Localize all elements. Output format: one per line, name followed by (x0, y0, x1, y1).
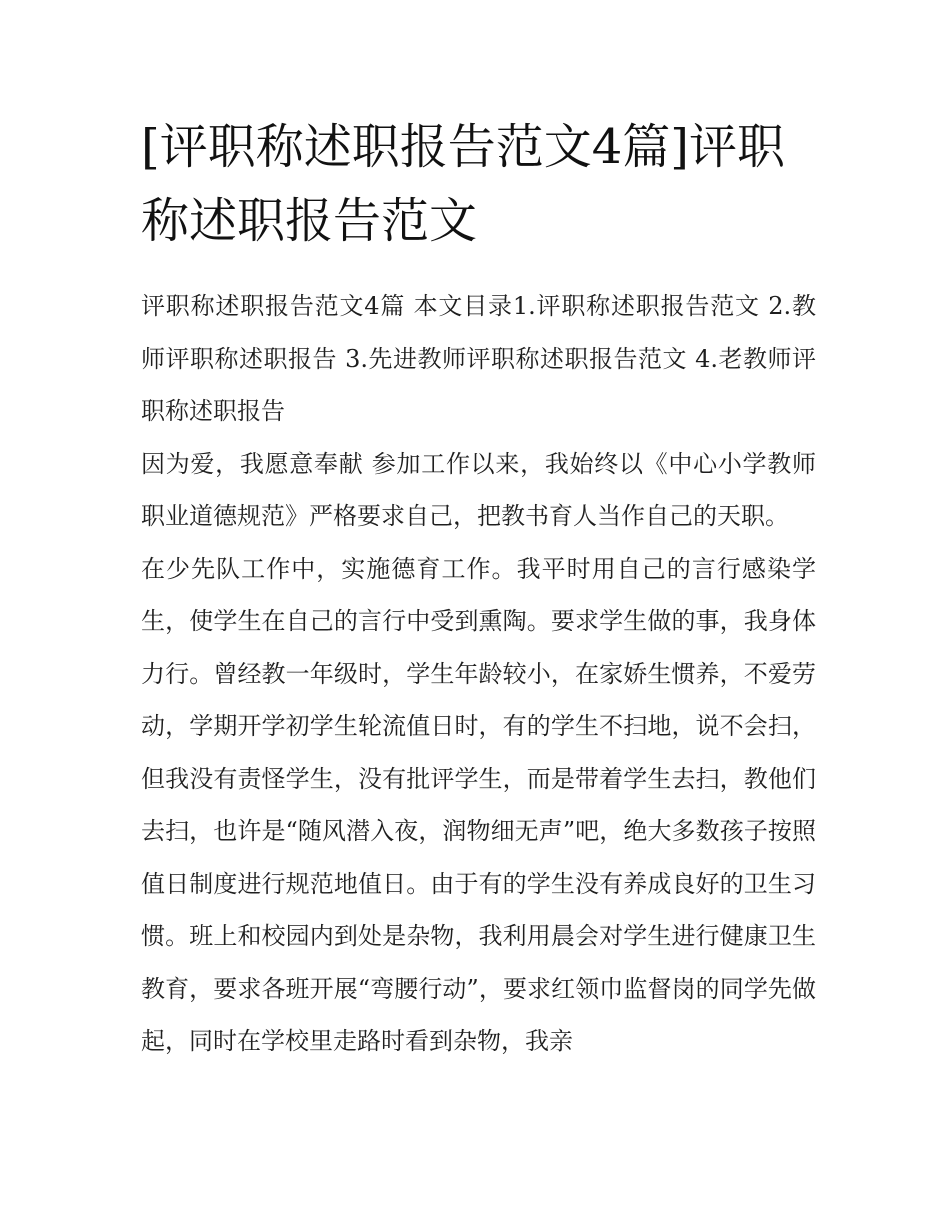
body-paragraph: 因为爱，我愿意奉献 参加工作以来，我始终以《中心小学教师职业道德规范》严格要求自己，把教书育人当作自己的天职。 (141, 449, 816, 530)
document-body (141, 110, 816, 1068)
document-title: [评职称述职报告范文4篇]评职称述职报告范文 (141, 119, 785, 249)
table-of-contents-paragraph: 评职称述职报告范文4篇 本文目录1.评职称述职报告范文 2.教师评职称述职报告 3.先进教师评职称述职报告范文 4.老教师评职称述职报告 (141, 292, 816, 425)
body-paragraph: 在少先队工作中，实施德育工作。我平时用自己的言行感染学生，使学生在自己的言行中受到熏陶。要求学生做的事，我身体力行。曾经教一年级时，学生年龄较小，在家娇生惯养，不爱劳动，学期开学初学生轮流值日时，有的学生不扫地，说不会扫，但我没有责怪学生，没有批评学生，而是带着学生去扫，教他们去扫，也许是“随风潜入夜，润物细无声”吧，绝大多数孩子按照值日制度进行规范地值日。由于有的学生没有养成良好的卫生习惯。班上和校园内到处是杂物，我利用晨会对学生进行健康卫生教育，要求各班开展“弯腰行动”，要求红领巾监督岗的同学先做起，同时在学校里走路时看到杂物，我亲 (141, 554, 816, 1055)
